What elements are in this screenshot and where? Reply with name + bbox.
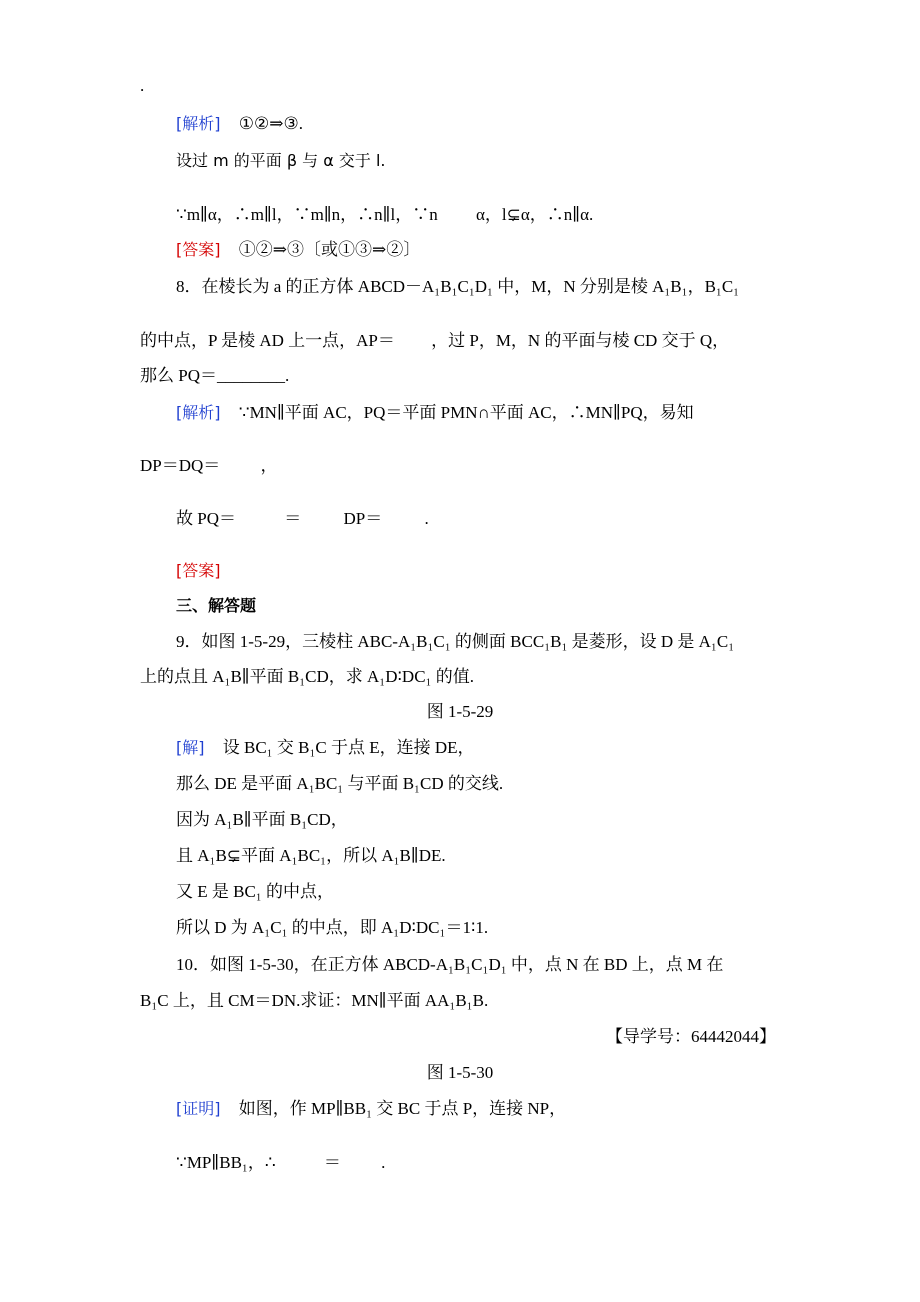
answer-7 <box>176 240 420 260</box>
answer-text: ①②⇒③〔或①③⇒②〕 <box>238 240 421 259</box>
solution-9-line3: 因为 A₁B∥平面 B₁CD， <box>176 810 348 829</box>
solution-tag: [解] <box>176 738 205 757</box>
solution-9 <box>176 738 475 758</box>
solution-9-line1: 设 BC₁ 交 B₁C 于点 E，连接 DE， <box>222 738 475 757</box>
dp-eq: DP＝ <box>343 509 383 528</box>
question-8-line2 <box>140 331 729 351</box>
question-10-line2: B₁C 上，且 CM＝DN.求证：MN∥平面 AA₁B₁B. <box>140 991 489 1010</box>
section-heading: 三、解答题 <box>176 596 257 615</box>
question-9-line2: 上的点且 A₁B∥平面 B₁CD，求 A₁D∶DC₁ 的值. <box>140 667 474 686</box>
proof-since: ∵MP∥BB₁，∴ <box>176 1153 276 1172</box>
solution-7 <box>176 114 303 134</box>
solution-7-line2: 设过 m 的平面 β 与 α 交于 l. <box>176 151 386 170</box>
solution-8 <box>176 403 694 423</box>
analysis-text: ①②⇒③. <box>238 114 303 133</box>
solution-9-line4: 且 A₁B⊊平面 A₁BC₁，所以 A₁B∥DE. <box>176 846 446 865</box>
solution-8-line3 <box>176 509 429 529</box>
proof-eq: ＝ <box>323 1153 341 1172</box>
stray-dot: . <box>140 76 145 95</box>
analysis-tag: [解析] <box>176 114 221 133</box>
solution-8-text: ∵MN∥平面 AC，PQ＝平面 PMN∩平面 AC，∴MN∥PQ，易知 <box>238 403 694 422</box>
solution-9-line6: 所以 D 为 A₁C₁ 的中点，即 A₁D∶DC₁＝1∶1. <box>176 918 489 937</box>
figure-caption-30: 图 1-5-30 <box>426 1063 494 1082</box>
pq-eq: 故 PQ＝ <box>176 509 236 528</box>
question-8-line3: 那么 PQ＝________. <box>140 366 290 385</box>
q8-part2: ，过 P，M，N 的平面与棱 CD 交于 Q， <box>431 331 730 350</box>
line3-part2: α，l⊊α，∴n∥α. <box>476 205 594 224</box>
line3-part1: ∵m∥α，∴m∥l，∵m∥n，∴n∥l，∵n <box>176 205 438 224</box>
guide-number: 【导学号：64442044】 <box>606 1027 776 1046</box>
answer-tag: [答案] <box>176 561 221 580</box>
solution-7-line3 <box>176 205 593 225</box>
solution-9-line2: 那么 DE 是平面 A₁BC₁ 与平面 B₁CD 的交线. <box>176 774 504 793</box>
figure-caption-29: 图 1-5-29 <box>426 702 494 721</box>
proof-tag: [证明] <box>176 1099 221 1118</box>
comma: ， <box>260 456 278 475</box>
answer-8 <box>176 561 221 581</box>
q8-part1: 的中点，P 是棱 AD 上一点，AP＝ <box>140 331 395 350</box>
proof-10 <box>176 1099 566 1119</box>
question-8-line1: 8．在棱长为 a 的正方体 ABCD－A₁B₁C₁D₁ 中，M，N 分别是棱 A₁B₁，B₁C₁ <box>176 277 740 296</box>
proof-line2 <box>176 1153 385 1173</box>
question-9-line1: 9．如图 1-5-29，三棱柱 ABC-A₁B₁C₁ 的侧面 BCC₁B₁ 是菱形，设 D 是 A₁C₁ <box>176 632 735 651</box>
dp-dq: DP＝DQ＝ <box>140 456 221 475</box>
solution-8-line2 <box>140 456 278 476</box>
proof-line1: 如图，作 MP∥BB₁ 交 BC 于点 P，连接 NP， <box>238 1099 567 1118</box>
period: . <box>424 509 429 528</box>
question-10-line1: 10．如图 1-5-30，在正方体 ABCD-A₁B₁C₁D₁ 中，点 N 在 BD 上，点 M 在 <box>176 955 724 974</box>
eq: ＝ <box>284 509 302 528</box>
solution-9-line5: 又 E 是 BC₁ 的中点， <box>176 882 334 901</box>
proof-period: . <box>381 1153 386 1172</box>
answer-tag: [答案] <box>176 240 221 259</box>
analysis-tag: [解析] <box>176 403 221 422</box>
